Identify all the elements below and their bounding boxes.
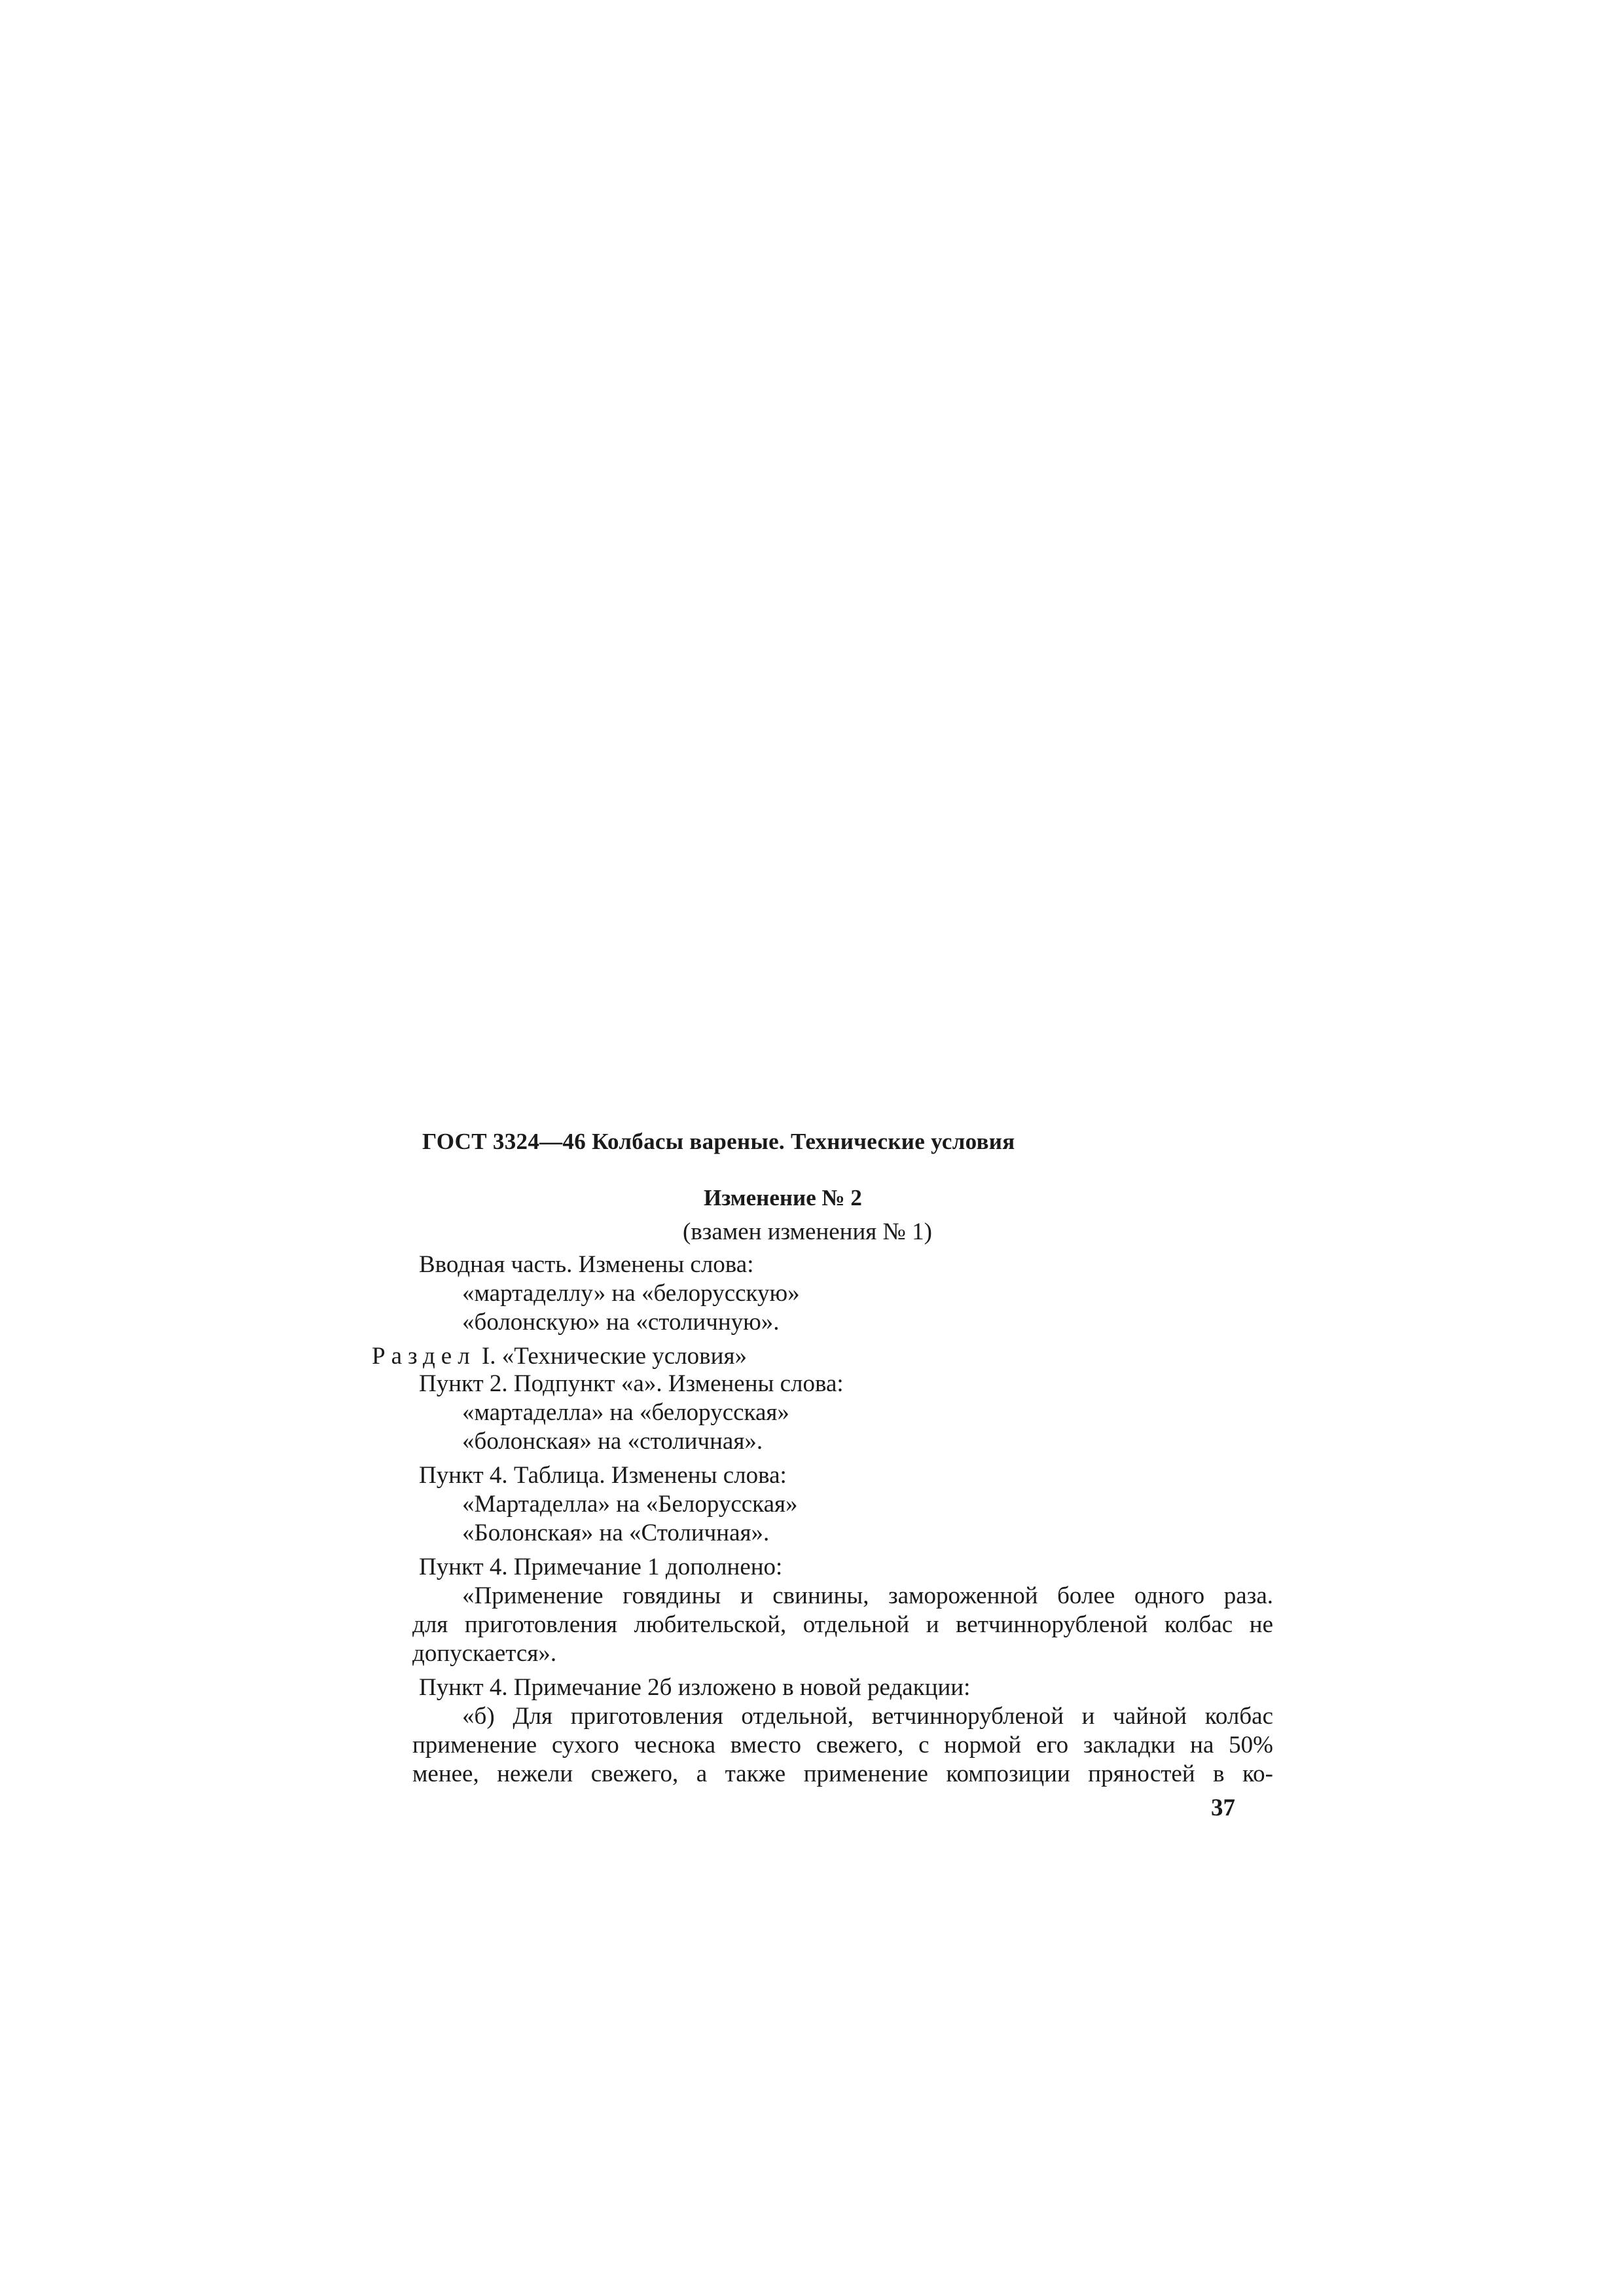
point4-table-label: Пункт 4. Таблица. Изменены слова: <box>419 1462 787 1489</box>
section-prefix: Раздел <box>372 1343 476 1370</box>
point4-note2b-line-1: «б) Для приготовления отдельной, ветчиннорубленой и чайной колбас <box>462 1703 1273 1730</box>
point4-table-line-1: «Мартаделла» на «Белорусская» <box>462 1491 798 1518</box>
section-label: I. «Технические условия» <box>481 1343 747 1370</box>
point2-label: Пункт 2. Подпункт «а». Изменены слова: <box>419 1370 844 1397</box>
point4-note1-line-1: «Применение говядины и свинины, замороженной более одного раза. <box>462 1582 1273 1609</box>
intro-label: Вводная часть. Изменены слова: <box>419 1251 754 1278</box>
point4-note1-line-2: для приготовления любительской, отдельной и ветчиннорубленой колбас не <box>412 1611 1273 1638</box>
document-heading: ГОСТ 3324—46 Колбасы вареные. Технические условия <box>422 1129 1015 1154</box>
point2-line-2: «болонская» на «столичная». <box>462 1428 763 1455</box>
amendment-subtitle: (взамен изменения № 1) <box>683 1218 932 1245</box>
point2-line-1: «мартаделла» на «белорусская» <box>462 1399 789 1426</box>
page-number: 37 <box>1211 1795 1235 1821</box>
intro-line-2: «болонскую» на «столичную». <box>462 1309 780 1336</box>
point4-note1-line-3: допускается». <box>412 1640 557 1667</box>
point4-note1-label: Пункт 4. Примечание 1 дополнено: <box>419 1554 783 1580</box>
point4-note2b-line-3: менее, нежели свежего, а также применение композиции пряностей в ко- <box>412 1760 1273 1787</box>
point4-table-line-2: «Болонская» на «Столичная». <box>462 1520 770 1546</box>
amendment-title: Изменение № 2 <box>704 1185 862 1211</box>
point4-note2b-line-2: применение сухого чеснока вместо свежего, с нормой его закладки на 50% <box>412 1732 1273 1758</box>
intro-line-1: «мартаделлу» на «белорусскую» <box>462 1280 800 1307</box>
point4-note2b-label: Пункт 4. Примечание 2б изложено в новой редакции: <box>419 1674 971 1701</box>
section-heading <box>372 1342 747 1371</box>
